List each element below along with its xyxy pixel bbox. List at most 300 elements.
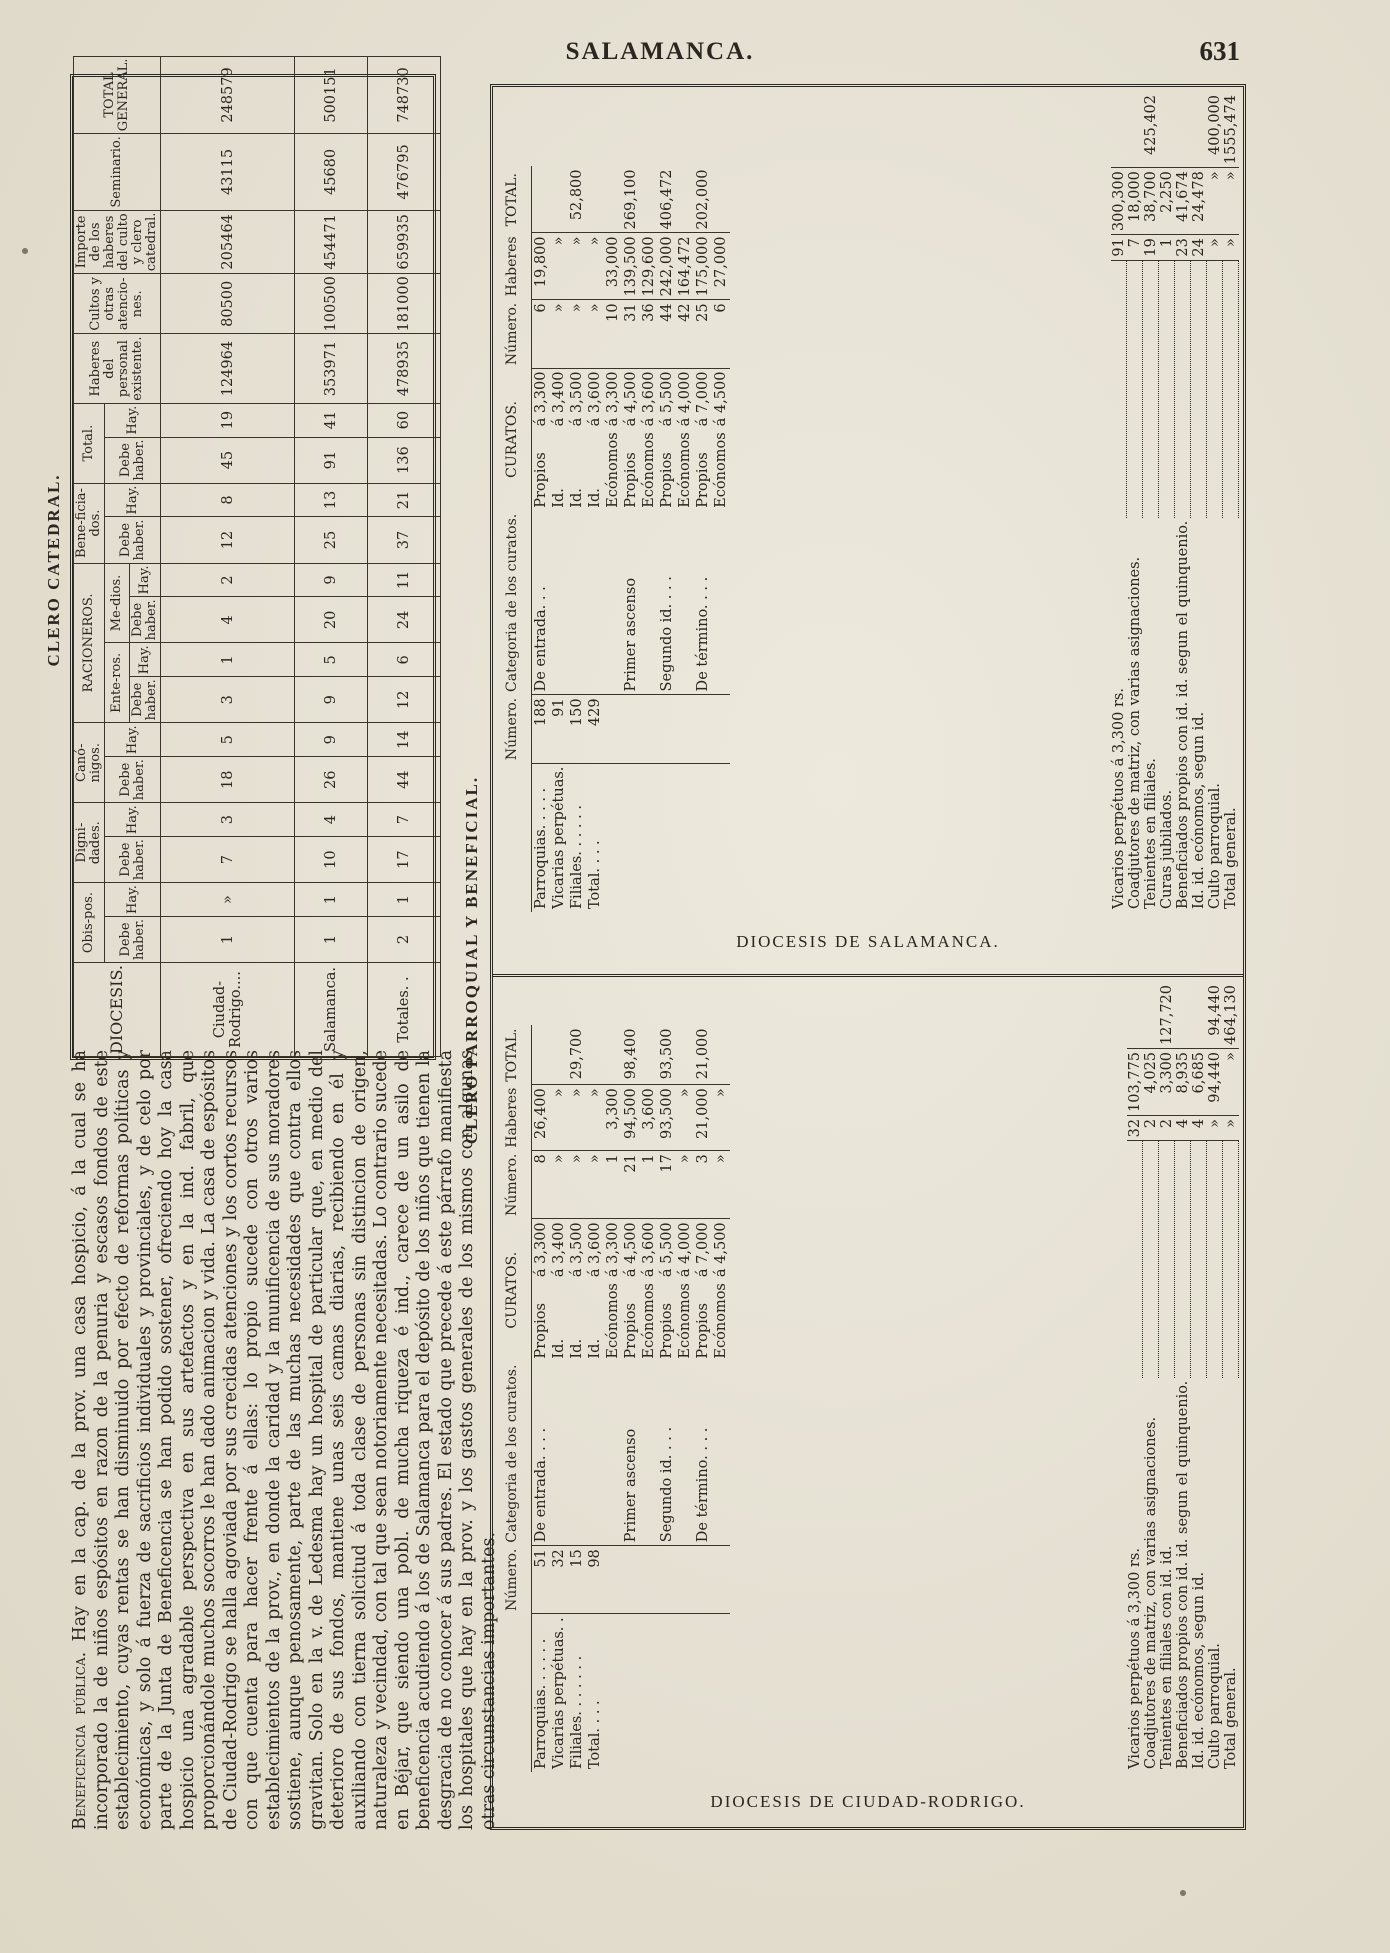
table-row <box>1159 982 1175 1772</box>
count-label <box>676 1614 694 1772</box>
landscape-content <box>44 58 1250 1840</box>
tipo: Propios <box>533 1303 549 1359</box>
table-cell: 1 <box>368 883 441 917</box>
sub-debe: Debe haber. <box>130 597 161 643</box>
sub-hay: Hay. <box>105 483 161 517</box>
numero: 1 <box>604 1151 622 1219</box>
count-value <box>604 695 622 763</box>
numero: » <box>712 1151 730 1219</box>
total <box>550 1025 568 1084</box>
table-cell: 20 <box>295 597 368 643</box>
categoria <box>604 511 622 695</box>
table-cell: 353971 <box>295 334 368 403</box>
count-value: 51 <box>532 1546 551 1614</box>
numero: 42 <box>676 300 694 368</box>
total <box>676 166 694 232</box>
diocesis-name: Totales. . <box>368 963 441 1057</box>
haberes: 103,775 <box>1127 1048 1143 1115</box>
curatos-table <box>493 1025 730 1772</box>
table-row <box>658 166 676 912</box>
numero: 6 <box>712 300 730 368</box>
page-number: 631 <box>1199 36 1240 66</box>
total <box>586 166 604 232</box>
table-cell: 478935 <box>368 334 441 403</box>
count-label: Total. . . . <box>587 840 603 909</box>
table-cell: 3 <box>161 803 295 837</box>
ink-speck <box>1180 1890 1186 1896</box>
count-label <box>658 763 676 912</box>
numero: » <box>1207 1115 1223 1140</box>
total: 269,100 <box>622 166 640 232</box>
numero: 4 <box>1175 1115 1191 1140</box>
numero: 2 <box>1159 1115 1175 1140</box>
extra-label: Beneficiados propios con id. id. segun el quinquenio. <box>1174 1380 1191 1769</box>
table-cell: 91 <box>295 437 368 483</box>
table-cell: 748730 <box>368 56 441 134</box>
haberes: » <box>1207 168 1223 235</box>
col-diocesis: DIOCESIS. <box>74 963 161 1057</box>
diocesis-name: Salamanca. <box>295 963 368 1057</box>
table-row <box>368 56 441 1056</box>
table-cell: 17 <box>368 837 441 883</box>
table-cell: 45680 <box>295 134 368 210</box>
haberes: 2,250 <box>1159 168 1175 235</box>
table-cell: 44 <box>368 757 441 803</box>
col-canonigos: Canó-nigos. <box>74 723 105 803</box>
sub-hay: Hay. <box>130 563 161 597</box>
haberes: 19,800 <box>533 236 549 288</box>
col-racioneros: RACIONEROS. <box>74 563 105 723</box>
numero: » <box>568 1151 586 1219</box>
table-cell: 19 <box>161 403 295 437</box>
table-cell: 60 <box>368 403 441 437</box>
categoria: De término. . . . <box>695 1427 711 1543</box>
table-cell: 205464 <box>161 210 295 274</box>
count-label <box>604 763 622 912</box>
total <box>532 1025 551 1084</box>
numero: 2 <box>1143 1115 1159 1140</box>
haberes: » <box>1223 1048 1239 1115</box>
numero: 6 <box>532 300 551 368</box>
count-value: 98 <box>586 1546 604 1614</box>
count-label: Total. . . . <box>587 1700 603 1769</box>
ink-speck <box>22 248 28 254</box>
count-label <box>604 1614 622 1772</box>
count-label <box>712 1614 730 1772</box>
haberes: » <box>1223 168 1239 235</box>
catedral-grid <box>73 56 441 1057</box>
haberes: » <box>587 1088 603 1098</box>
count-label: Filiales. . . . . . <box>569 805 585 909</box>
tipo: Id. <box>587 488 603 508</box>
rate: á 3,600 <box>587 1222 603 1278</box>
categoria <box>712 1362 730 1546</box>
categoria <box>586 1362 604 1546</box>
count-value <box>712 1546 730 1614</box>
tipo: Id. <box>551 488 567 508</box>
col-total-general: TOTAL GENERAL. <box>74 56 161 134</box>
numero: 24 <box>1191 235 1207 260</box>
col-haberes: Haberes del personal existente. <box>74 334 161 403</box>
table-cell: 13 <box>295 483 368 517</box>
rate: á 3,500 <box>569 1222 585 1278</box>
total <box>640 1025 658 1084</box>
haberes: 4,025 <box>1143 1048 1159 1115</box>
table-cell: 43115 <box>161 134 295 210</box>
tipo: Ecónomos <box>641 432 657 508</box>
paragraph-lead: Beneficencia pública. <box>70 1651 90 1830</box>
extra-label: Beneficiados propios con id. id. segun el quinquenio. <box>1174 520 1191 909</box>
rate: á 3,300 <box>533 371 549 427</box>
table-cell: 5 <box>295 643 368 677</box>
table-row <box>550 166 568 912</box>
leader-dots <box>1191 260 1207 518</box>
leader-dots <box>1127 260 1143 518</box>
haberes: » <box>587 236 603 246</box>
tipo: Propios <box>533 452 549 508</box>
numero: 31 <box>622 300 640 368</box>
total: 425,402 <box>1143 92 1159 168</box>
table-cell: 25 <box>295 517 368 563</box>
table-row <box>1143 92 1159 912</box>
table-row <box>640 1025 658 1772</box>
total: 94,440 <box>1207 982 1223 1048</box>
tipo: Propios <box>659 1303 675 1359</box>
table-cell: 248579 <box>161 56 295 134</box>
rate: á 3,300 <box>605 371 621 427</box>
col-concepto <box>493 1614 532 1772</box>
haberes: 3,300 <box>1159 1048 1175 1115</box>
numero: 17 <box>658 1151 676 1219</box>
col-importe: Importe de los haberes del culto y clero catedral. <box>74 210 161 274</box>
rate: á 3,500 <box>569 371 585 427</box>
total <box>550 166 568 232</box>
count-value <box>622 695 640 763</box>
curatos-body <box>532 1025 731 1772</box>
tipo: Ecónomos <box>605 432 621 508</box>
table-row <box>1159 92 1175 912</box>
total <box>1143 982 1159 1048</box>
curatos-body <box>532 166 731 912</box>
clero-parroquial-table <box>490 84 1246 1830</box>
categoria <box>712 511 730 695</box>
categoria <box>676 1362 694 1546</box>
sub-medios: Me-dios. <box>105 563 130 643</box>
table-cell: 1 <box>161 643 295 677</box>
count-label <box>712 763 730 912</box>
tipo: Id. <box>569 488 585 508</box>
numero: 36 <box>640 300 658 368</box>
count-value: 150 <box>568 695 586 763</box>
table-cell: 37 <box>368 517 441 563</box>
haberes: 242,000 <box>659 236 675 297</box>
col-haberes: Haberes <box>493 1085 532 1151</box>
numero: » <box>1223 1115 1239 1140</box>
leader-dots <box>1191 1141 1207 1378</box>
rate: á 3,400 <box>551 371 567 427</box>
haberes: » <box>551 1088 567 1098</box>
total <box>712 166 730 232</box>
total <box>586 1025 604 1084</box>
table-row <box>1127 982 1143 1772</box>
sub-hay: Hay. <box>105 723 161 757</box>
table-cell: 476795 <box>368 134 441 210</box>
table-row <box>1223 982 1239 1772</box>
numero: 19 <box>1143 235 1159 260</box>
count-value: 32 <box>550 1546 568 1614</box>
tipo: Propios <box>695 452 711 508</box>
col-categoria: Categoria de los curatos. <box>493 1362 532 1546</box>
curatos-head <box>493 1025 532 1772</box>
leader-dots <box>1207 260 1223 518</box>
categoria <box>640 1362 658 1546</box>
col-categoria: Categoria de los curatos. <box>493 511 532 695</box>
numero: » <box>586 300 604 368</box>
haberes: 41,674 <box>1175 168 1191 235</box>
table-cell: 3 <box>161 677 295 723</box>
categoria: Segundo id. . . . <box>659 576 675 692</box>
count-value <box>640 695 658 763</box>
haberes: 33,000 <box>605 236 621 288</box>
total <box>604 1025 622 1084</box>
col-cultos: Cultos y otras atencio-nes. <box>74 274 161 334</box>
total <box>712 1025 730 1084</box>
extra-label: Coadjutores de matriz, con varias asignaciones. <box>1126 556 1143 909</box>
table-row <box>568 1025 586 1772</box>
total: 1555,474 <box>1223 92 1239 168</box>
table-row <box>676 1025 694 1772</box>
rate: á 7,000 <box>695 1222 711 1278</box>
count-value <box>658 695 676 763</box>
col-numero: Número. <box>493 1546 532 1614</box>
extra-label: Total general. <box>1222 807 1239 909</box>
diocesis-label <box>493 1777 1243 1827</box>
tipo: Propios <box>695 1303 711 1359</box>
table-cell: 500151 <box>295 56 368 134</box>
sub-hay: Hay. <box>130 643 161 677</box>
table-cell: 18 <box>161 757 295 803</box>
extra-label: Total general. <box>1222 1667 1239 1769</box>
table-cell: 2 <box>161 563 295 597</box>
count-value <box>622 1546 640 1614</box>
haberes: 38,700 <box>1143 168 1159 235</box>
sub-debe: Debe haber. <box>105 437 161 483</box>
table-row <box>604 166 622 912</box>
table-cell: 4 <box>295 803 368 837</box>
rate: á 4,500 <box>713 371 729 427</box>
table-cell: 2 <box>368 916 441 962</box>
rate: á 3,600 <box>641 371 657 427</box>
sub-hay: Hay. <box>105 883 161 917</box>
table-row <box>640 166 658 912</box>
categoria <box>568 511 586 695</box>
count-value <box>604 1546 622 1614</box>
header-row <box>493 1025 532 1772</box>
catedral-rows <box>161 56 441 1056</box>
col-total: TOTAL. <box>493 1025 532 1084</box>
table-row <box>622 1025 640 1772</box>
haberes: 129,600 <box>641 236 657 297</box>
rate: á 4,000 <box>677 1222 693 1278</box>
numero: 23 <box>1175 235 1191 260</box>
numero: » <box>550 1151 568 1219</box>
categoria: Primer ascenso <box>623 577 639 692</box>
col-obispos: Obis-pos. <box>74 883 105 963</box>
total: 400,000 <box>1207 92 1223 168</box>
table-row <box>658 1025 676 1772</box>
leader-dots <box>1223 260 1239 518</box>
leader-dots <box>1223 1141 1239 1378</box>
leader-dots <box>1143 260 1159 518</box>
tipo: Propios <box>659 452 675 508</box>
table-row <box>1191 982 1207 1772</box>
clero-catedral-table <box>70 58 436 1060</box>
table-row <box>586 166 604 912</box>
total <box>604 166 622 232</box>
table-cell: 12 <box>161 517 295 563</box>
tipo: Ecónomos <box>677 1283 693 1359</box>
table-cell: 80500 <box>161 274 295 334</box>
rate: á 3,300 <box>533 1222 549 1278</box>
header-row <box>493 166 532 912</box>
extra-label: Vicarios perpétuos á 3,300 rs. <box>1110 688 1127 909</box>
parroquial-title: CLERO PARROQUIAL Y BENEFICIAL. <box>462 775 481 1145</box>
table-cell: 14 <box>368 723 441 757</box>
leader-dots <box>1175 260 1191 518</box>
haberes: 18,000 <box>1127 168 1143 235</box>
col-concepto <box>493 763 532 912</box>
table-row <box>712 166 730 912</box>
categoria: De entrada. . . . <box>533 1427 549 1543</box>
count-label <box>676 763 694 912</box>
total <box>1175 92 1191 168</box>
numero: 1 <box>640 1151 658 1219</box>
haberes: » <box>713 1088 729 1098</box>
rate: á 4,500 <box>623 1222 639 1278</box>
table-row <box>550 1025 568 1772</box>
catedral-title: CLERO CATEDRAL. <box>44 473 63 667</box>
total <box>1191 982 1207 1048</box>
table-row <box>161 56 295 1056</box>
table-cell: » <box>161 883 295 917</box>
numero: 8 <box>532 1151 551 1219</box>
running-head: SALAMANCA. <box>565 38 755 65</box>
rate: á 4,500 <box>623 371 639 427</box>
haberes: 93,500 <box>659 1088 675 1139</box>
diocesis-salamanca <box>493 87 1243 967</box>
extra-label: Id. id. ecónomos, segun id. <box>1190 1571 1207 1769</box>
haberes: 3,300 <box>605 1088 621 1130</box>
total: 52,800 <box>568 166 586 232</box>
total <box>1175 982 1191 1048</box>
col-curatos: CURATOS. <box>493 1219 532 1362</box>
col-total: TOTAL. <box>493 166 532 232</box>
table-row <box>586 1025 604 1772</box>
table-row <box>295 56 368 1056</box>
count-value: 429 <box>586 695 604 763</box>
haberes: » <box>551 236 567 246</box>
numero: » <box>550 300 568 368</box>
extra-label: Coadjutores de matriz, con varias asignaciones. <box>1142 1416 1159 1769</box>
table-cell: 5 <box>161 723 295 757</box>
categoria <box>550 1362 568 1546</box>
table-cell: 24 <box>368 597 441 643</box>
categoria <box>586 511 604 695</box>
leader-dots <box>1159 1141 1175 1378</box>
table-row <box>1127 92 1143 912</box>
curatos-head <box>493 166 532 912</box>
table-cell: 11 <box>368 563 441 597</box>
categoria: De entrada. . . <box>533 586 549 692</box>
leader-dots <box>1111 260 1127 518</box>
count-label: Parroquias. . . . . <box>533 787 549 909</box>
table-row <box>712 1025 730 1772</box>
table-row <box>532 1025 551 1772</box>
count-label <box>640 763 658 912</box>
table-cell: 7 <box>368 803 441 837</box>
table-cell: 41 <box>295 403 368 437</box>
col-curatos: CURATOS. <box>493 368 532 511</box>
numero: » <box>1223 235 1239 260</box>
col-numero: Número. <box>493 695 532 763</box>
table-row <box>568 166 586 912</box>
numero: 44 <box>658 300 676 368</box>
col-dignidades: Digni-dades. <box>74 803 105 883</box>
haberes: 6,685 <box>1191 1048 1207 1115</box>
total <box>1191 92 1207 168</box>
tipo: Propios <box>623 452 639 508</box>
sub-hay: Hay. <box>105 403 161 437</box>
table-cell: 26 <box>295 757 368 803</box>
total <box>1159 92 1175 168</box>
table-row <box>1223 92 1239 912</box>
table-cell: 659935 <box>368 210 441 274</box>
col-beneficiados: Bene-ficia-dos. <box>74 483 105 563</box>
table-cell: 124964 <box>161 334 295 403</box>
extra-label: Id. id. ecónomos, segun id. <box>1190 711 1207 909</box>
table-cell: 1 <box>161 916 295 962</box>
table-cell: 9 <box>295 723 368 757</box>
count-value <box>676 1546 694 1614</box>
haberes: 300,300 <box>1111 168 1127 235</box>
count-value: 15 <box>568 1546 586 1614</box>
table-cell: 9 <box>295 563 368 597</box>
total <box>1127 982 1143 1048</box>
table-cell: 10 <box>295 837 368 883</box>
table-cell: 8 <box>161 483 295 517</box>
table-row <box>532 166 551 912</box>
leader-dots <box>1175 1141 1191 1378</box>
rate: á 3,300 <box>605 1222 621 1278</box>
haberes: » <box>569 236 585 246</box>
count-value: 188 <box>532 695 551 763</box>
sub-debe: Debe haber. <box>105 837 161 883</box>
count-label: Parroquias. . . . . . <box>533 1638 549 1769</box>
count-label <box>694 1614 712 1772</box>
haberes: 26,400 <box>533 1088 549 1139</box>
haberes: 21,000 <box>695 1088 711 1139</box>
table-cell: 21 <box>368 483 441 517</box>
rate: á 3,600 <box>641 1222 657 1278</box>
numero: » <box>568 300 586 368</box>
tipo: Ecónomos <box>641 1283 657 1359</box>
tipo: Id. <box>587 1338 603 1359</box>
rate: á 5,500 <box>659 371 675 427</box>
haberes: 24,478 <box>1191 168 1207 235</box>
rate: á 5,500 <box>659 1222 675 1278</box>
categoria: Primer ascenso <box>623 1428 639 1543</box>
categoria <box>676 511 694 695</box>
